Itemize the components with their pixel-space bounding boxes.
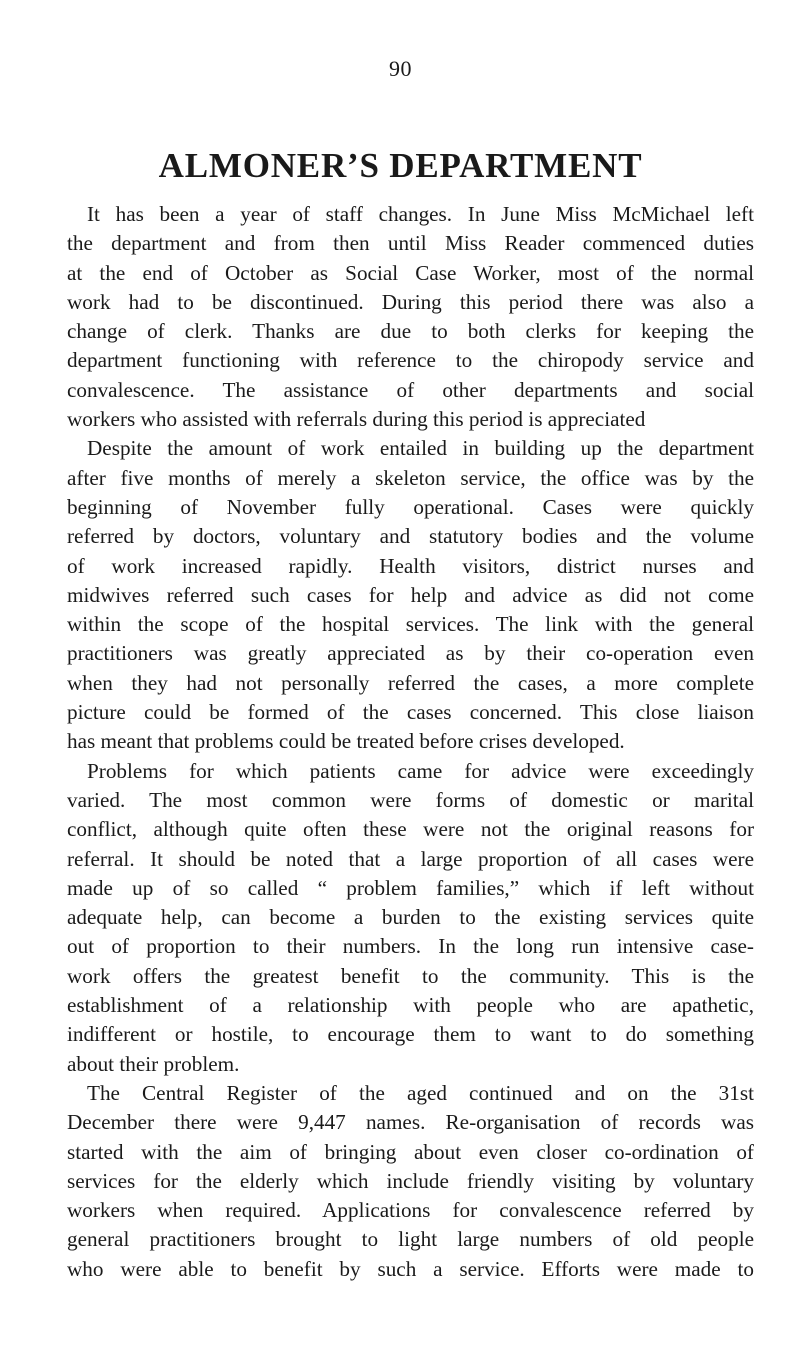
text-line: referral. It should be noted that a large proportion of all cases were xyxy=(67,846,754,871)
text-line: The Central Register of the aged continued and on the 31st xyxy=(87,1080,754,1105)
text-line: when they had not personally referred the cases, a more complete xyxy=(67,670,754,695)
text-line: indifferent or hostile, to encourage them to want to do something xyxy=(67,1022,754,1047)
text-line: of work increased rapidly. Health visitors, district nurses and xyxy=(67,553,754,578)
text-line: Problems for which patients came for advice were exceedingly xyxy=(87,758,754,783)
text-line: midwives referred such cases for help and advice as did not come xyxy=(67,582,754,607)
text-line: picture could be formed of the cases concerned. This close liaison xyxy=(67,700,754,725)
text-line: after five months of merely a skeleton service, the office was by the xyxy=(67,465,754,490)
text-line: at the end of October as Social Case Worker, most of the normal xyxy=(67,260,754,285)
paragraph-1 xyxy=(67,200,754,434)
text-line: work offers the greatest benefit to the community. This is the xyxy=(67,963,754,988)
text-line: convalescence. The assistance of other departments and social xyxy=(67,377,754,402)
text-line: referred by doctors, voluntary and statutory bodies and the volume xyxy=(67,524,754,549)
body-text xyxy=(67,200,754,1284)
text-line: conflict, although quite often these were not the original reasons for xyxy=(67,817,754,842)
text-line: who were able to benefit by such a service. Efforts were made to xyxy=(67,1256,754,1281)
text-line: department functioning with reference to the chiropody service and xyxy=(67,348,754,373)
text-line: adequate help, can become a burden to the existing services quite xyxy=(67,905,754,930)
text-line: varied. The most common were forms of domestic or marital xyxy=(67,787,754,812)
text-line: workers when required. Applications for convalescence referred by xyxy=(67,1198,754,1223)
text-line: within the scope of the hospital services. The link with the general xyxy=(67,612,754,637)
text-line: practitioners was greatly appreciated as by their co-operation even xyxy=(67,641,754,666)
text-line: started with the aim of bringing about even closer co-ordination of xyxy=(67,1139,754,1164)
text-line: has meant that problems could be treated before crises developed. xyxy=(67,729,625,754)
text-line: beginning of November fully operational. Cases were quickly xyxy=(67,494,754,519)
text-line: change of clerk. Thanks are due to both clerks for keeping the xyxy=(67,319,754,344)
paragraph-2 xyxy=(67,434,754,756)
text-line: December there were 9,447 names. Re-organisation of records was xyxy=(67,1110,754,1135)
text-line: about their problem. xyxy=(67,1051,240,1076)
text-line: out of proportion to their numbers. In the long run intensive case- xyxy=(67,934,754,959)
paragraph-4 xyxy=(67,1079,754,1284)
text-line: the department and from then until Miss Reader commenced duties xyxy=(67,231,754,256)
text-line: made up of so called “ problem families,” which if left without xyxy=(67,875,754,900)
text-line: establishment of a relationship with people who are apathetic, xyxy=(67,993,754,1018)
text-line: general practitioners brought to light large numbers of old people xyxy=(67,1227,754,1252)
page-title: ALMONER’S DEPARTMENT xyxy=(158,146,643,185)
text-line: It has been a year of staff changes. In June Miss McMichael left xyxy=(87,202,754,226)
text-line: services for the elderly which include friendly visiting by voluntary xyxy=(67,1168,754,1193)
text-line: workers who assisted with referrals during this period is appreciated xyxy=(67,407,646,432)
text-line: work had to be discontinued. During this period there was also a xyxy=(67,289,754,314)
paragraph-3 xyxy=(67,757,754,1079)
text-line: Despite the amount of work entailed in building up the department xyxy=(87,436,754,461)
page-number: 90 xyxy=(389,56,412,81)
